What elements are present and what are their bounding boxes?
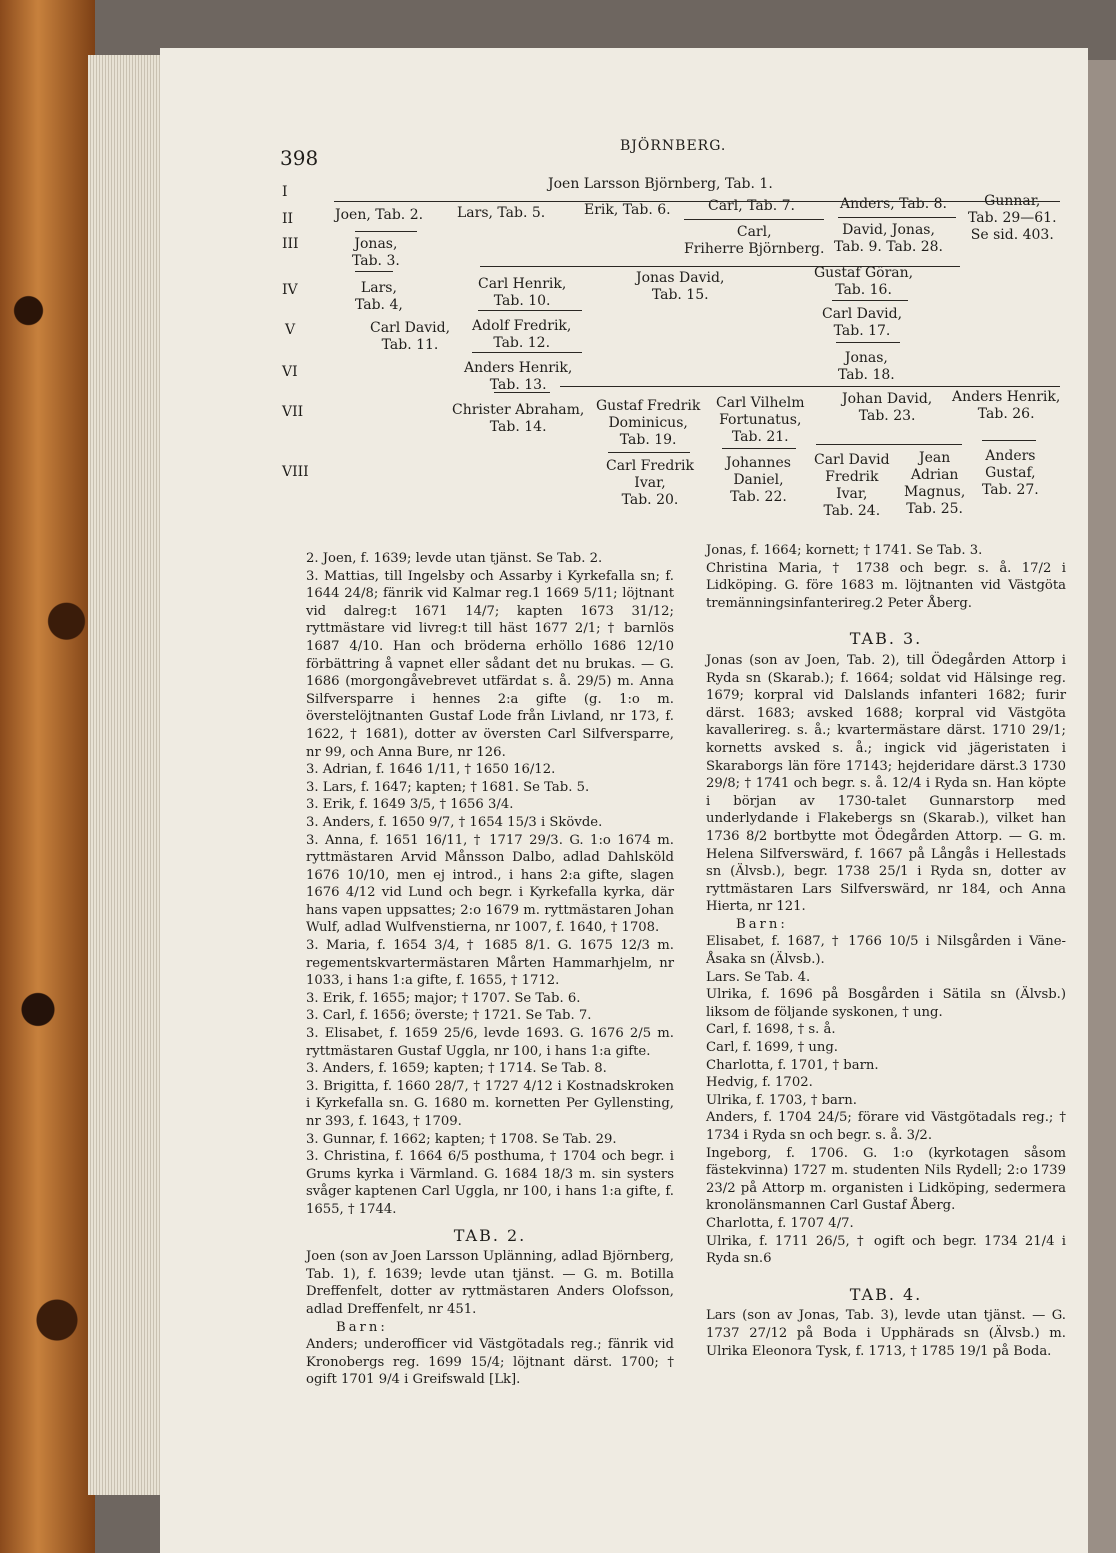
tree-connector (355, 231, 417, 232)
section-heading: TAB. 3. (849, 629, 923, 649)
entry-paragraph: 3. Brigitta, f. 1660 28/7, † 1727 4/12 i Kostnadskroken i Kyrkefalla sn. G. 1680 m. kornetten Per Gyllensting, nr 393, f. 1643, † 1709. (306, 1078, 674, 1129)
entry-paragraph: Carl, f. 1699, † ung. (706, 1040, 839, 1056)
tree-connector (832, 300, 908, 301)
tree-node: Jonas, Tab. 18. (838, 350, 895, 383)
entry-paragraph: Christina Maria, † 1738 och begr. s. å. 17/2 i Lidköping. G. före 1683 m. löjtnanten vid Västgöta tremänningsinfanterireg.2 Peter Åberg. (706, 560, 1066, 611)
tree-node: Anders, Tab. 8. (840, 196, 947, 212)
tree-node: Jean Adrian Magnus, Tab. 25. (904, 450, 966, 517)
tree-connector (355, 271, 393, 272)
tree-node: Joen, Tab. 2. (335, 207, 424, 223)
entry-paragraph: Lars (son av Jonas, Tab. 3), levde utan tjänst. — G. 1737 27/12 på Boda i Upphärads sn (Älvsb.) m. Ulrika Eleonora Tysk, f. 1713, † 1785 19/1 på Boda. (706, 1308, 1066, 1359)
entry-paragraph: 3. Maria, f. 1654 3/4, † 1685 8/1. G. 1675 12/3 m. regementskvartermästaren Mårten Hammarhjelm, nr 1033, i hans 1:a gifte, f. 1655, † 1712. (306, 938, 674, 989)
entry-paragraph: Charlotta, f. 1701, † barn. (706, 1057, 879, 1073)
tree-node: Gunnar, Tab. 29—61. Se sid. 403. (968, 193, 1057, 243)
generation-label: V (285, 322, 296, 338)
entry-paragraph: 3. Elisabet, f. 1659 25/6, levde 1693. G. 1676 2/5 m. ryttmästaren Gustaf Uggla, nr 100, i hans 1:a gifte. (306, 1026, 674, 1059)
tree-node: Jonas, Tab. 3. (352, 236, 400, 269)
entry-paragraph: Charlotta, f. 1707 4/7. (706, 1215, 854, 1231)
generation-label: II (282, 211, 294, 227)
tree-node: Gustaf Göran, Tab. 16. (814, 265, 914, 298)
tree-connector (722, 448, 796, 449)
tree-node: Anders Henrik, Tab. 13. (464, 360, 573, 393)
page-edges (88, 55, 166, 1495)
tree-connector (816, 444, 962, 445)
generation-label: VI (282, 364, 298, 380)
children-label: Barn: (736, 916, 788, 932)
tree-node: Gustaf Fredrik Dominicus, Tab. 19. (596, 398, 701, 448)
tree-node: Jonas David, Tab. 15. (636, 270, 725, 303)
tree-node: Joen Larsson Björnberg, Tab. 1. (548, 176, 773, 192)
tree-node: Lars, Tab. 5. (457, 205, 546, 221)
tree-connector (838, 217, 956, 218)
tree-node: Carl David Fredrik Ivar, Tab. 24. (814, 452, 890, 519)
generation-label: IV (282, 282, 298, 298)
tree-connector (478, 310, 582, 311)
entry-paragraph: Ingeborg, f. 1706. G. 1:o (kyrkotagen såsom fästekvinna) 1727 m. studenten Nils Rydell; 2:o 1739 23/2 på Attorp m. organisten i Lidköping, sedermera kronolänsmannen Carl Gustaf Åberg. (706, 1145, 1066, 1214)
tree-connector (836, 342, 900, 343)
generation-label: III (282, 236, 299, 252)
generation-label: I (282, 184, 288, 200)
entry-paragraph: Lars. Se Tab. 4. (706, 969, 811, 985)
generation-label: VIII (282, 464, 309, 480)
page-number: 398 (280, 146, 319, 170)
tree-node: Anders Henrik, Tab. 26. (952, 389, 1061, 422)
left-column (306, 550, 674, 1389)
tree-node: Carl, Tab. 7. (708, 198, 795, 214)
tree-node: Carl David, Tab. 17. (822, 306, 903, 339)
tree-node: Anders Gustaf, Tab. 27. (982, 448, 1039, 498)
tree-node: Christer Abraham, Tab. 14. (452, 402, 585, 435)
background-strip (1088, 60, 1116, 1553)
tree-connector (480, 266, 960, 267)
tree-node: Johannes Daniel, Tab. 22. (726, 455, 791, 505)
tree-connector (494, 392, 550, 393)
entry-paragraph: 3. Adrian, f. 1646 1/11, † 1650 16/12. (306, 762, 556, 778)
right-column (706, 542, 1066, 1360)
entry-paragraph: Anders; underofficer vid Västgötadals reg.; fänrik vid Kronobergs reg. 1699 15/4; löjtnant därst. 1700; † ogift 1701 9/4 i Greifswald [Lk]. (306, 1337, 674, 1388)
entry-paragraph: 3. Anders, f. 1659; kapten; † 1714. Se Tab. 8. (306, 1061, 607, 1077)
entry-paragraph: 3. Erik, f. 1649 3/5, † 1656 3/4. (306, 797, 514, 813)
tree-node: Carl Henrik, Tab. 10. (478, 276, 567, 309)
tree-connector (472, 352, 582, 353)
entry-paragraph: 3. Lars, f. 1647; kapten; † 1681. Se Tab. 5. (306, 779, 590, 795)
entry-paragraph: Hedvig, f. 1702. (706, 1075, 813, 1091)
book-cover (0, 0, 95, 1553)
tree-connector (334, 201, 1060, 202)
tree-node: Carl Fredrik Ivar, Tab. 20. (606, 458, 694, 508)
entry-paragraph: Jonas, f. 1664; kornett; † 1741. Se Tab. 3. (706, 543, 983, 558)
tree-node: Erik, Tab. 6. (584, 202, 671, 218)
tree-node: Lars, Tab. 4, (355, 280, 403, 313)
section-heading: TAB. 2. (453, 1225, 527, 1245)
entry-paragraph: Ulrika, f. 1703, † barn. (706, 1092, 857, 1108)
entry-paragraph: 2. Joen, f. 1639; levde utan tjänst. Se Tab. 2. (306, 551, 603, 566)
tree-connector (560, 386, 1060, 387)
entry-paragraph: Ulrika, f. 1711 26/5, † ogift och begr. 1734 21/4 i Ryda sn.6 (706, 1233, 1066, 1267)
entry-paragraph: 3. Anna, f. 1651 16/11, † 1717 29/3. G. 1:o 1674 m. ryttmästaren Arvid Månsson Dalbo, adlad Dahlsköld 1676 10/10, men ej introd., i hans 2:a gifte, slagen 1676 4/12 vid Lund och begr. i Kyrkefalla kyrka, där hans vapen uppsattes; 2:o 1679 m. ryttmästaren Johan Wulf, adlad Wulfvenstierna, nr 1007, f. 1640, † 1708. (306, 832, 674, 936)
entry-paragraph: Anders, f. 1704 24/5; förare vid Västgötadals reg.; † 1734 i Ryda sn och begr. s. å. 3/2. (706, 1110, 1066, 1143)
tree-node: Carl Vilhelm Fortunatus, Tab. 21. (716, 395, 805, 445)
page-header: BJÖRNBERG. (620, 138, 727, 154)
tree-connector (982, 440, 1036, 441)
tree-node: Johan David, Tab. 23. (842, 391, 933, 424)
entry-paragraph: Joen (son av Joen Larsson Uplänning, adlad Björnberg, Tab. 1), f. 1639; levde utan tjänst. — G. m. Botilla Dreffenfelt, dotter av ryttmästaren Anders Olofsson, adlad Dreffenfelt, nr 451. (306, 1249, 674, 1317)
tree-node: Adolf Fredrik, Tab. 12. (472, 318, 572, 351)
entry-paragraph: 3. Gunnar, f. 1662; kapten; † 1708. Se Tab. 29. (306, 1131, 617, 1147)
entry-paragraph: 3. Christina, f. 1664 6/5 posthuma, † 1704 och begr. i Grums kyrka i Värmland. G. 1684 18/3 m. sin systers svåger kaptenen Carl Uggla, nr 100, i hans 1:a gifte, f. 1655, † 1744. (306, 1149, 674, 1217)
tree-node: Carl David, Tab. 11. (370, 320, 451, 353)
generation-label: VII (282, 404, 304, 420)
entry-paragraph: 3. Erik, f. 1655; major; † 1707. Se Tab. 6. (306, 990, 581, 1006)
children-label: Barn: (336, 1319, 388, 1335)
tree-node: Carl, Friherre Björnberg. (684, 224, 825, 257)
entry-paragraph: Elisabet, f. 1687, † 1766 10/5 i Nilsgården i Väne-Åsaka sn (Älvsb.). (706, 934, 1066, 968)
tree-connector (684, 219, 824, 220)
tree-node: David, Jonas, Tab. 9. Tab. 28. (834, 222, 943, 255)
entry-paragraph: Carl, f. 1698, † s. å. (706, 1022, 836, 1038)
entry-paragraph: Jonas (son av Joen, Tab. 2), till Ödegården Attorp i Ryda sn (Skarab.); f. 1664; soldat vid Hälsinge reg. 1679; korpral vid Dalslands infanteri 1682; furir därst. 1683; avsked 1688; korpral vid Västgöta kavallerireg. s. å.; kvartermästare därst. 1710 29/1; kornetts avsked s. å.; ingick vid jägeristaten i Skaraborgs län före 17143; hejderidare därst.3 1730 29/8; † 1741 och begr. s. å. 12/4 i Ryda sn. Han köpte i början av 1730-talet Gunnarstorp med underlydande i Flakebergs sn (Skarab.), vilket han 1736 8/2 bortbytte mot Ödegården Attorp. — G. m. Helena Silfverswärd, f. 1667 på Långås i Hellestads sn (Älvsb.), begr. 1738 25/1 i Ryda sn, dotter av ryttmästaren Lars Silfverswärd, nr 184, och Anna Hierta, nr 121. (706, 652, 1066, 915)
entry-paragraph: 3. Anders, f. 1650 9/7, † 1654 15/3 i Skövde. (306, 814, 603, 830)
entry-paragraph: 3. Carl, f. 1656; överste; † 1721. Se Tab. 7. (306, 1008, 592, 1024)
entry-paragraph: 3. Mattias, till Ingelsby och Assarby i Kyrkefalla sn; f. 1644 24/8; fänrik vid Kalmar reg.1 1669 5/11; löjtnant vid dalreg:t 1671 14/7; kapten 1673 31/12; ryttmästare vid livreg:t till häst 1677 2/1; † barnlös 1687 4/10. Han och bröderna erhöllo 1686 12/10 förbättring å vapnet eller sådant det nu brukas. — G. 1686 (morgongåvebrevet utfärdat s. å. 29/5) m. Anna Silfversparre i hennes 2:a gifte (g. 1:o m. överstelöjtnanten Gustaf Lode från Livland, nr 173, f. 1622, † 1681), dotter av översten Carl Silfversparre, nr 99, och Anna Bure, nr 126. (306, 568, 674, 760)
tree-connector (608, 452, 690, 453)
entry-paragraph: Ulrika, f. 1696 på Bosgården i Sätila sn (Älvsb.) liksom de följande syskonen, † ung. (706, 987, 1066, 1020)
section-heading: TAB. 4. (849, 1284, 923, 1304)
